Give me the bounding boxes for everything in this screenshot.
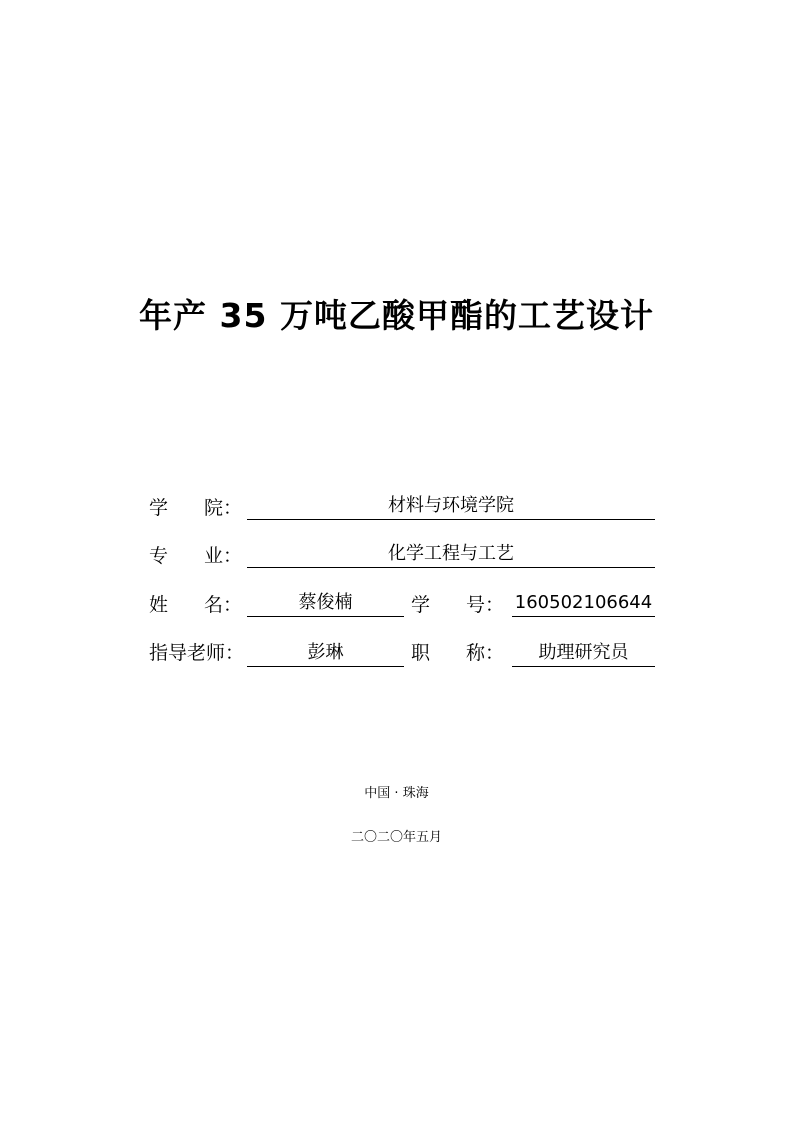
thesis-title: 年产 35 万吨乙酸甲酯的工艺设计: [139, 296, 654, 335]
student-id-label: 学 号：: [411, 594, 505, 616]
professional-title-label: 职 称：: [411, 642, 505, 664]
college-label: 学 院：: [149, 497, 243, 519]
name-value: 蔡俊楠: [247, 590, 404, 617]
major-label: 专 业：: [149, 545, 243, 567]
student-id-value: 160502106644: [512, 590, 655, 617]
location: 中国 · 珠海: [364, 786, 429, 801]
advisor-value: 彭琳: [247, 640, 404, 667]
name-label: 姓 名：: [149, 594, 243, 616]
professional-title-value: 助理研究员: [512, 640, 655, 667]
college-value: 材料与环境学院: [247, 493, 655, 520]
major-value: 化学工程与工艺: [247, 541, 655, 568]
advisor-label: 指导老师：: [149, 642, 245, 664]
date: 二〇二〇年五月: [350, 830, 442, 845]
